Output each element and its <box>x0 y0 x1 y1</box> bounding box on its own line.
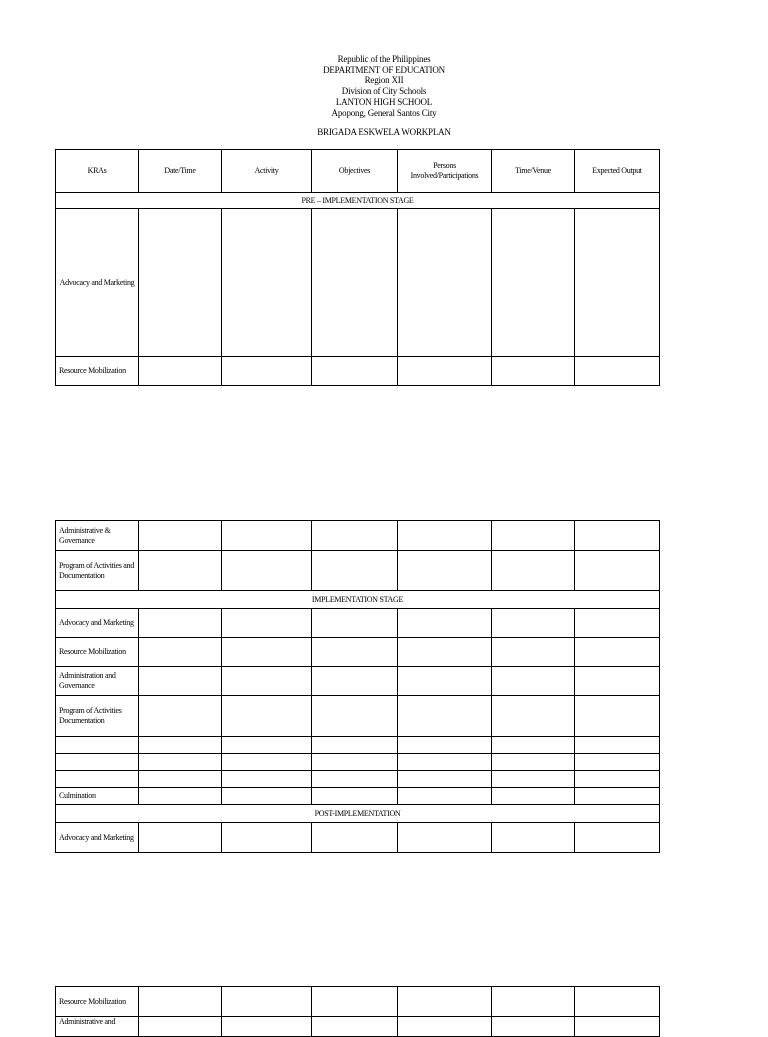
table-cell <box>312 788 398 805</box>
table-cell <box>312 987 398 1017</box>
header-line-address: Apopong, General Santos City <box>331 107 437 118</box>
table-cell <box>492 737 575 754</box>
column-header-time-venue: Time/Venue <box>492 150 575 193</box>
table-cell <box>312 609 398 638</box>
table-cell <box>139 788 222 805</box>
table-cell <box>492 551 575 591</box>
table-cell <box>139 521 222 551</box>
table-cell <box>398 667 492 696</box>
table-cell <box>575 754 660 771</box>
table-cell <box>222 788 312 805</box>
table-cell <box>139 771 222 788</box>
kra-cell: Resource Mobilization <box>56 987 139 1017</box>
workplan-table-part-2 <box>55 520 660 853</box>
kra-cell: Resource Mobilization <box>56 638 139 667</box>
table-row <box>56 696 660 737</box>
kra-cell: Administration and Governance <box>56 667 139 696</box>
table-cell <box>222 357 312 386</box>
table-cell <box>398 987 492 1017</box>
stage-row <box>56 591 660 609</box>
kra-cell: Advocacy and Marketing <box>56 209 139 357</box>
table-cell <box>222 667 312 696</box>
workplan-table-part-1 <box>55 149 660 386</box>
table-row <box>56 823 660 853</box>
table-cell <box>139 696 222 737</box>
table-cell <box>312 754 398 771</box>
table-cell <box>398 771 492 788</box>
header-line-division: Division of City Schools <box>341 86 427 97</box>
table-header-row <box>56 150 660 193</box>
table-row <box>56 638 660 667</box>
table-cell <box>139 1017 222 1037</box>
table-cell <box>56 771 139 788</box>
table-cell <box>56 754 139 771</box>
table-cell <box>312 521 398 551</box>
table-cell <box>139 823 222 853</box>
table-row <box>56 987 660 1017</box>
table-cell <box>56 737 139 754</box>
table-row <box>56 1017 660 1037</box>
table-cell <box>575 1017 660 1037</box>
table-row <box>56 209 660 357</box>
stage-implementation: IMPLEMENTATION STAGE <box>56 591 660 609</box>
table-cell <box>575 521 660 551</box>
table-row <box>56 788 660 805</box>
table-cell <box>492 1017 575 1037</box>
table-cell <box>398 788 492 805</box>
table-cell <box>222 987 312 1017</box>
table-cell <box>222 638 312 667</box>
table-cell <box>492 788 575 805</box>
table-cell <box>492 771 575 788</box>
table-cell <box>398 609 492 638</box>
column-header-expected-output: Expected Output <box>575 150 660 193</box>
table-cell <box>312 551 398 591</box>
table-cell <box>492 609 575 638</box>
table-cell <box>222 737 312 754</box>
table-cell <box>139 667 222 696</box>
table-cell <box>492 667 575 696</box>
table-cell <box>312 737 398 754</box>
kra-cell: Program of Activities Documentation <box>56 696 139 737</box>
table-cell <box>575 357 660 386</box>
table-cell <box>222 551 312 591</box>
table-cell <box>398 551 492 591</box>
table-cell <box>492 638 575 667</box>
table-cell <box>492 521 575 551</box>
header-line-school: LANTON HIGH SCHOOL <box>335 96 433 107</box>
table-cell <box>575 823 660 853</box>
table-cell <box>312 209 398 357</box>
table-cell <box>312 823 398 853</box>
kra-cell: Program of Activities and Documentation <box>56 551 139 591</box>
table-row <box>56 754 660 771</box>
header-line-region: Region XII <box>364 75 404 86</box>
table-cell <box>492 823 575 853</box>
table-cell <box>312 696 398 737</box>
column-header-kras: KRAs <box>56 150 139 193</box>
table-cell <box>575 987 660 1017</box>
table-cell <box>575 771 660 788</box>
stage-pre-implementation: PRE – IMPLEMENTATION STAGE <box>56 193 660 209</box>
kra-cell: Resource Mobilization <box>56 357 139 386</box>
table-cell <box>222 696 312 737</box>
table-cell <box>312 357 398 386</box>
table-cell <box>575 638 660 667</box>
header-line-republic: Republic of the Philippines <box>337 54 431 64</box>
table-cell <box>492 696 575 737</box>
stage-post-implementation: POST-IMPLEMENTATION <box>56 805 660 823</box>
table-cell <box>398 638 492 667</box>
table-cell <box>398 209 492 357</box>
kra-cell: Advocacy and Marketing <box>56 823 139 853</box>
table-cell <box>575 609 660 638</box>
column-header-persons-involved: Persons Involved/Participations <box>398 150 492 193</box>
table-cell <box>398 1017 492 1037</box>
table-cell <box>139 737 222 754</box>
table-cell <box>312 771 398 788</box>
table-cell <box>492 987 575 1017</box>
table-row <box>56 521 660 551</box>
table-cell <box>575 551 660 591</box>
table-cell <box>139 987 222 1017</box>
workplan-table-part-3 <box>55 986 660 1037</box>
kra-cell: Culmination <box>56 788 139 805</box>
column-header-activity: Activity <box>222 150 312 193</box>
stage-row <box>56 805 660 823</box>
table-cell <box>398 521 492 551</box>
table-cell <box>492 754 575 771</box>
table-cell <box>398 696 492 737</box>
table-cell <box>222 521 312 551</box>
table-cell <box>575 696 660 737</box>
table-cell <box>139 638 222 667</box>
table-row <box>56 667 660 696</box>
table-cell <box>222 823 312 853</box>
column-header-date-time: Date/Time <box>139 150 222 193</box>
table-cell <box>492 209 575 357</box>
table-cell <box>222 771 312 788</box>
table-row <box>56 609 660 638</box>
kra-cell: Advocacy and Marketing <box>56 609 139 638</box>
kra-cell: Administrative & Governance <box>56 521 139 551</box>
table-cell <box>139 609 222 638</box>
table-row <box>56 737 660 754</box>
table-row <box>56 551 660 591</box>
table-cell <box>222 609 312 638</box>
table-cell <box>312 667 398 696</box>
document-header <box>0 54 768 118</box>
table-cell <box>139 551 222 591</box>
column-header-objectives: Objectives <box>312 150 398 193</box>
table-cell <box>575 209 660 357</box>
table-cell <box>575 788 660 805</box>
table-cell <box>398 823 492 853</box>
table-cell <box>139 357 222 386</box>
table-cell <box>398 754 492 771</box>
table-cell <box>575 667 660 696</box>
kra-cell: Administrative and <box>56 1017 139 1037</box>
table-cell <box>398 737 492 754</box>
table-cell <box>222 1017 312 1037</box>
table-cell <box>575 737 660 754</box>
table-cell <box>139 209 222 357</box>
table-cell <box>139 754 222 771</box>
table-cell <box>222 209 312 357</box>
workplan-title: BRIGADA ESKWELA WORKPLAN <box>317 127 451 137</box>
stage-row <box>56 193 660 209</box>
table-cell <box>222 754 312 771</box>
table-cell <box>492 357 575 386</box>
table-cell <box>312 1017 398 1037</box>
table-row <box>56 357 660 386</box>
table-cell <box>312 638 398 667</box>
table-cell <box>398 357 492 386</box>
header-line-department: DEPARTMENT OF EDUCATION <box>323 64 445 75</box>
table-row <box>56 771 660 788</box>
